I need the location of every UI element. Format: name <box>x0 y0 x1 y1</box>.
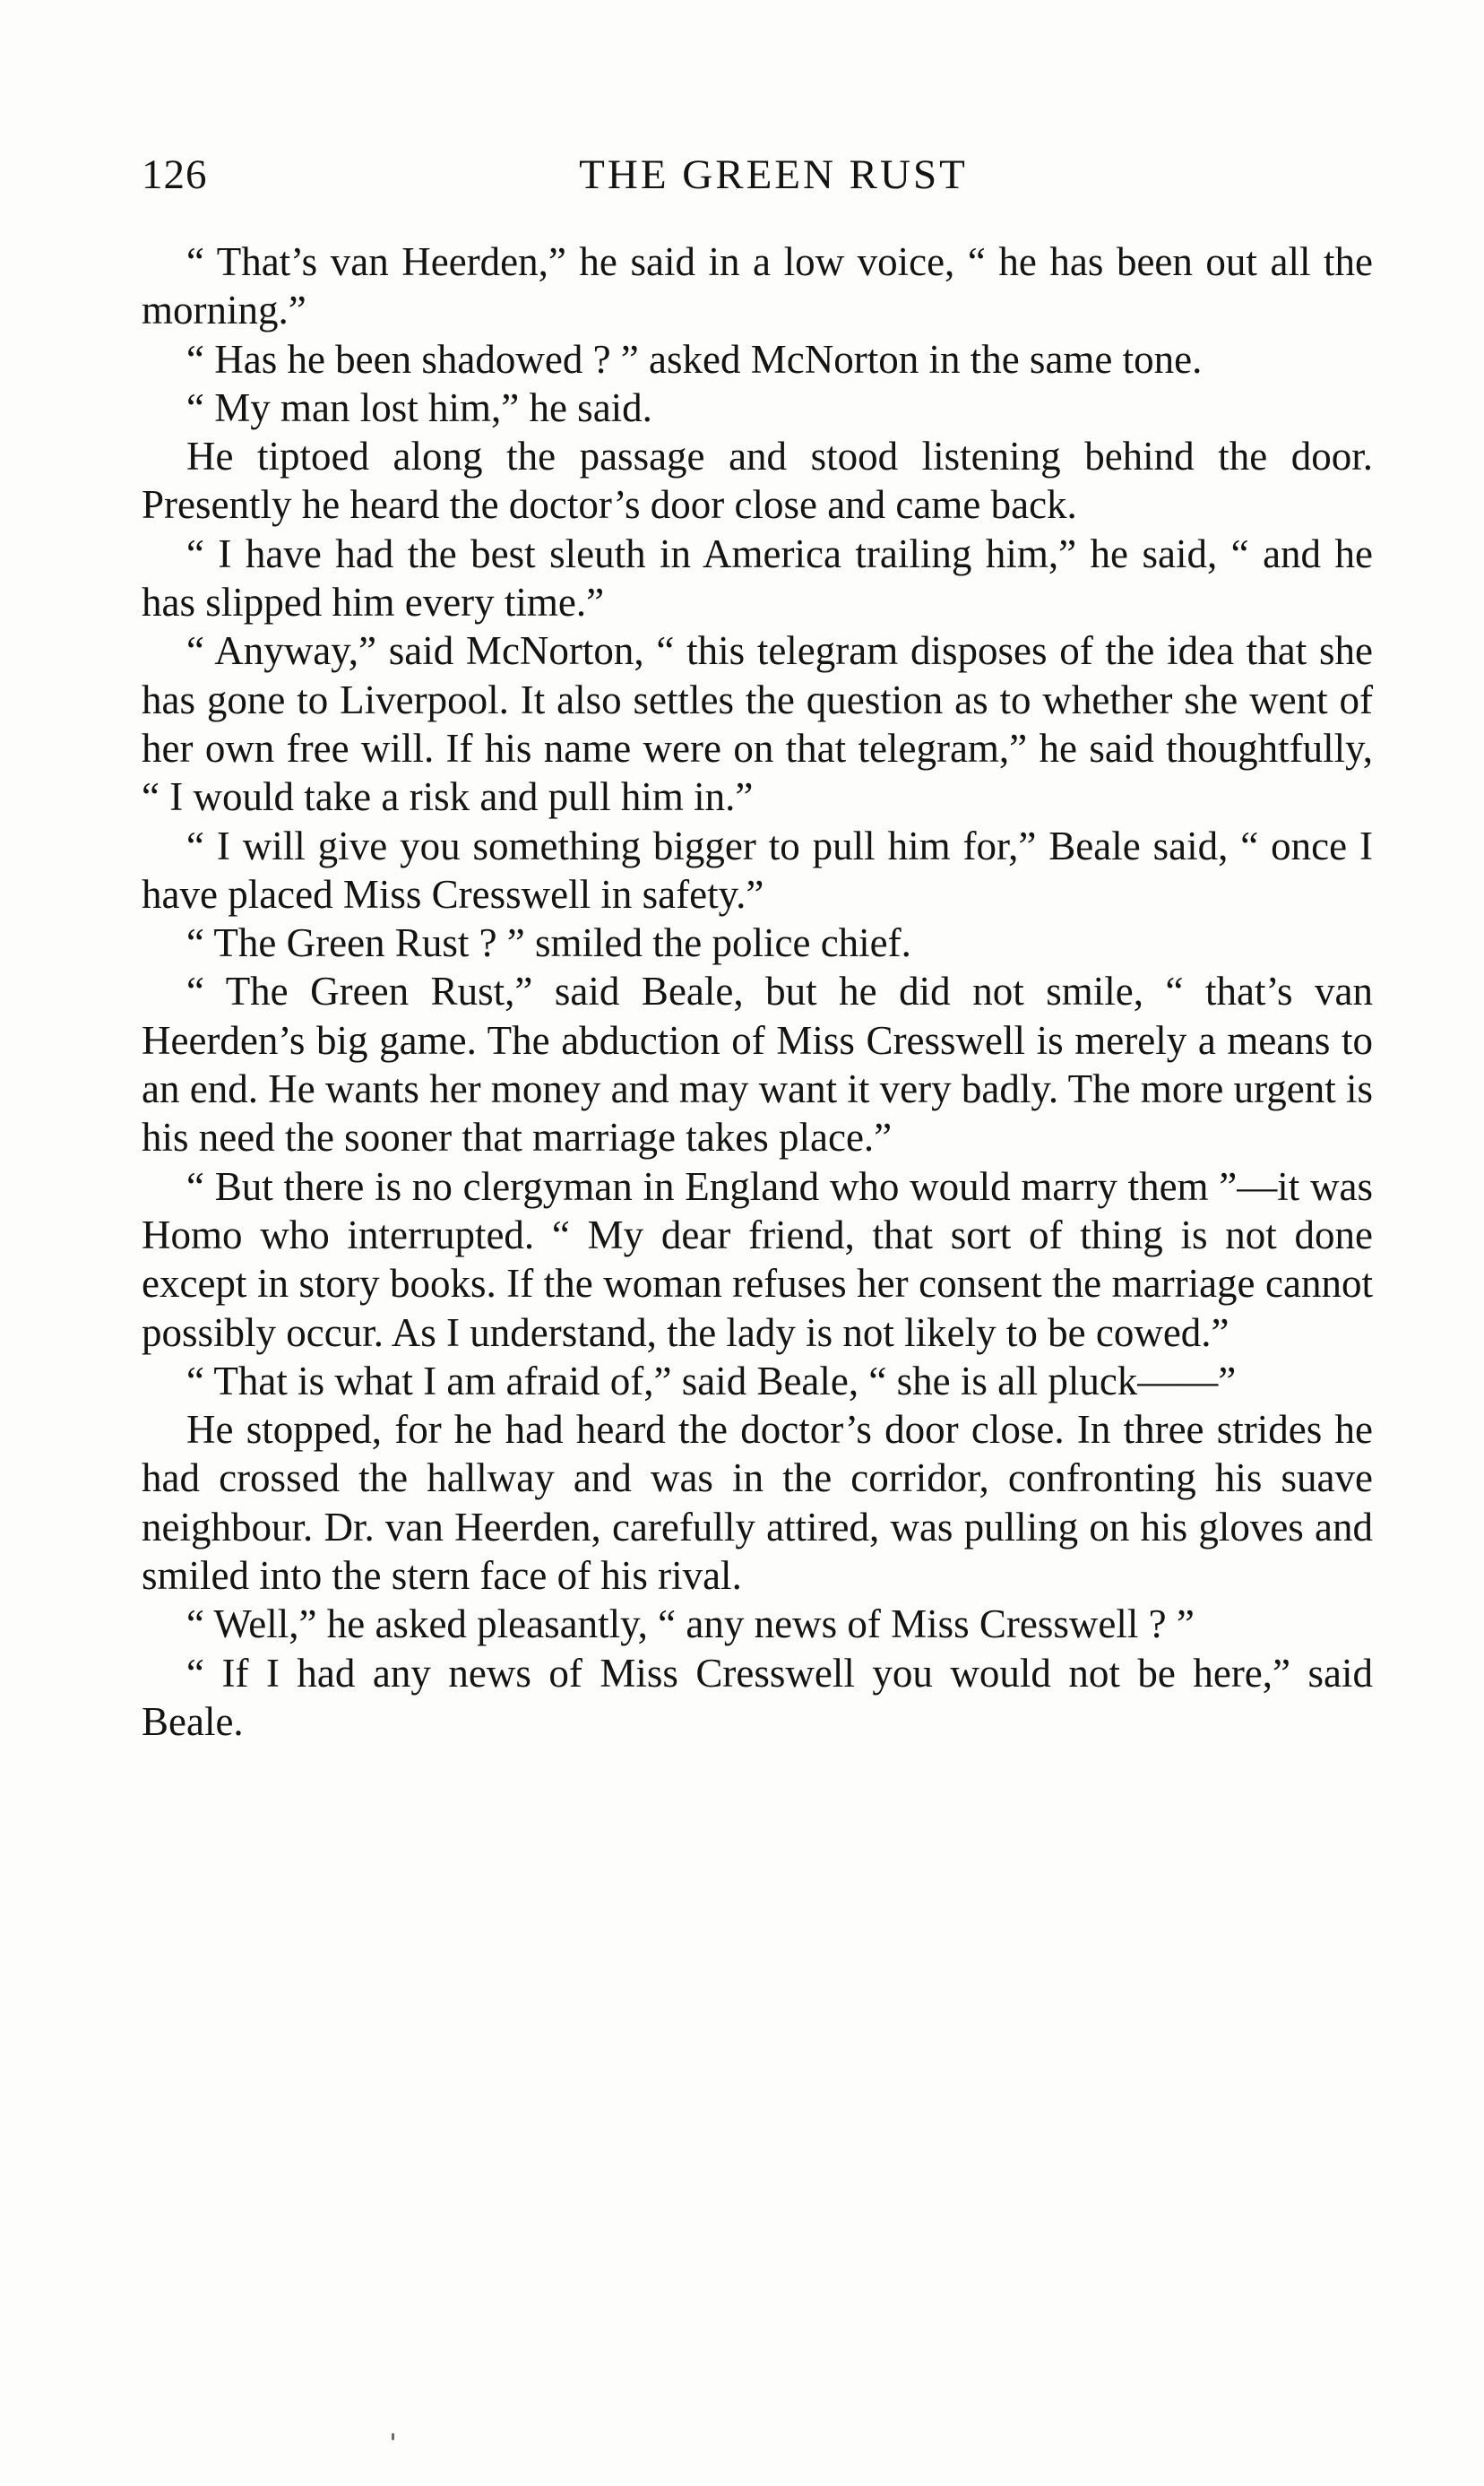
paragraph: “ Well,” he asked pleasantly, “ any news of Miss Cresswell ? ” <box>186 1601 1195 1647</box>
paragraph: “ Has he been shadowed ? ” asked McNorton in the same tone. <box>186 336 1203 382</box>
paragraph: “ I have had the best sleuth in America trailing him,” he said, “ and he has slipped him every time.” <box>142 531 1373 626</box>
running-title: THE GREEN RUST <box>579 151 968 198</box>
running-head <box>142 143 1373 206</box>
paragraph: “ That’s van Heerden,” he said in a low voice, “ he has been out all the morning.” <box>142 239 1373 333</box>
paragraph: “ That is what I am afraid of,” said Beale, “ she is all pluck——” <box>186 1358 1237 1403</box>
paragraph: He tiptoed along the passage and stood listening behind the door. Presently he heard the doctor’s door close and came back. <box>142 434 1373 528</box>
paragraph: He stopped, for he had heard the doctor’s door close. In three strides he had crossed the hallway and was in the corridor, confronting his suave neighbour. Dr. van Heerden, carefully attired, was pulling on his gloves and smiled into the stern face of his rival. <box>142 1407 1373 1599</box>
paragraph: “ I will give you something bigger to pull him for,” Beale said, “ once I have placed Miss Cresswell in safety.” <box>142 823 1373 917</box>
paragraph: “ But there is no clergyman in England who would marry them ”—it was Homo who interrupted. “ My dear friend, that sort of thing is not done except in story books. If the woman refuses her consent the marriage cannot possibly occur. As I understand, the lady is not likely to be cowed.” <box>142 1163 1373 1355</box>
print-speck <box>392 2433 394 2440</box>
paragraph: “ My man lost him,” he said. <box>186 384 652 430</box>
paragraph: “ The Green Rust,” said Beale, but he did not smile, “ that’s van Heerden’s big game. The abduction of Miss Cresswell is merely a means to an end. He wants her money and may want it very badly. The more urgent is his need the sooner that marriage takes place.” <box>142 969 1373 1161</box>
body-text <box>142 237 1373 1746</box>
paragraph: “ Anyway,” said McNorton, “ this telegram disposes of the idea that she has gone to Liverpool. It also settles the question as to whether she went of her own free will. If his name were on that telegram,” he said thoughtfully, “ I would take a risk and pull him in.” <box>142 628 1373 820</box>
paragraph: “ The Green Rust ? ” smiled the police chief. <box>186 920 911 966</box>
paragraph: “ If I had any news of Miss Cresswell you would not be here,” said Beale. <box>142 1650 1373 1744</box>
page-number: 126 <box>142 151 208 198</box>
